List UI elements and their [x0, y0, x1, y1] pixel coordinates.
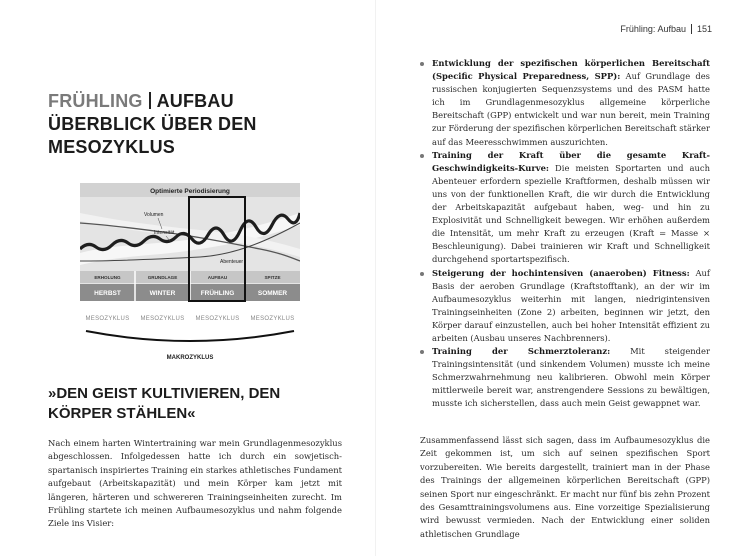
list-item-title: Steigerung der hochintensiven (anaeroben) Fitness:	[432, 267, 690, 278]
phase-label: ERHOLUNG	[94, 275, 121, 280]
macrocycle-label: MAKROZYKLUS	[166, 355, 214, 361]
page-gutter	[375, 0, 376, 556]
heading-season: FRÜHLING	[48, 91, 143, 111]
header-separator	[691, 24, 692, 34]
header-section-title: Frühling: Aufbau	[620, 24, 686, 34]
list-item-title: Training der Schmerztoleranz:	[432, 346, 611, 357]
left-body-paragraph: Nach einem harten Wintertraining war mein Grundlagenmesozyklus abgeschlossen. Infolgedessen hatte ich durch ein sowjetisch-spartanisch inspiriertes Training ein starkes athletisches Fundament aufgebaut (Arbeitskapazität) und mein Körper kam jetzt mit längeren, härteren und schwereren Trainingseinheiten zurecht. Im Frühling startete ich meinen Aufbaumesozyklus und nahm folgende Ziele ins Visier:	[48, 438, 342, 529]
running-header	[620, 24, 712, 34]
season-label: HERBST	[94, 290, 121, 297]
list-item	[420, 345, 710, 410]
label-intensitaet: Intensität	[154, 230, 175, 236]
list-item-text: Auf Basis der aeroben Grundlage (Kraftstofftank), an der wir im Aufbaumesozyklus weiterhin mit langen, niedrigintensiven Trainingseinheiten (Zone 2) arbeiten, beginnen wir jetzt, den Körper darauf einzustellen, auch bei hoher Intensität effizient zu arbeiten (Ausbau unseres Nachbrenners).	[432, 267, 710, 343]
phase-label: GRUNDLAGE	[147, 275, 178, 280]
label-volumen: Volumen	[144, 212, 164, 218]
list-item-text: Mit steigender Trainingsintensität (und sinkendem Volumen) musste ich meine Schmerzwahrnehmung neu kalibrieren. Obwohl mein Körper mittlerweile bereit war, anstrengendere Sessions zu bewältigen, musste ich sicherstellen, dass auch mein Geist gewappnet war.	[432, 346, 710, 409]
chapter-heading	[48, 90, 348, 159]
season-label: WINTER	[149, 290, 176, 297]
subheading-line-2: KÖRPER STÄHLEN«	[48, 405, 196, 422]
phase-label: AUFBAU	[207, 275, 228, 280]
goals-list	[420, 57, 710, 411]
diagram-title: Optimierte Periodisierung	[150, 188, 230, 195]
list-item-title: Training der Kraft über die gesamte Kraft-Geschwindigkeits-Kurve:	[432, 149, 710, 173]
right-body-paragraph: Zusammenfassend lässt sich sagen, dass im Aufbaumesozyklus die Zeit gekommen ist, um sich auf seinen spezifischen Sport vorzubereiten. Wie bereits dargestellt, trainiert man in der Phase des Trainings der allgemeinen körperlichen Bereitschaft (GPP) seinen Sport nur eingeschränkt. Er macht nur fünf bis zehn Prozent des Gesamttrainingsvolumens aus. Eine vorzeitige Spezialisierung wird bewusst vermieden. Nach der Entwicklung einer soliden athletischen Grundlage	[420, 435, 710, 539]
list-item-text: Auf Grundlage des russischen konjugierten Sequenzsystems und des PASM hatte ich im Grundlagenmesozyklus allgemeine körperliche Bereitschaft (GPP) entwickelt und war nun bereit, mein Training zur Förderung der spezifischen körperlichen Bereitschaft stärker auf das Meeresschwimmen auszurichten.	[432, 71, 710, 147]
macrocycle-arc	[86, 331, 294, 341]
heading-phase: AUFBAU	[156, 91, 234, 111]
heading-line-3: MESOZYKLUS	[48, 137, 176, 157]
phase-label: SPITZE	[264, 275, 281, 280]
heading-divider	[149, 92, 151, 109]
heading-line-2: ÜBERBLICK ÜBER DEN	[48, 114, 257, 134]
season-label: FRÜHLING	[200, 290, 235, 297]
list-item-title: Entwicklung der spezifischen körperlichen Bereitschaft (Specific Physical Preparedness, SPP):	[432, 58, 710, 82]
periodization-diagram	[80, 183, 300, 363]
cycle-label: MESOZYKLUS	[250, 316, 295, 322]
page-number: 151	[696, 24, 712, 34]
list-item	[420, 267, 710, 346]
cycle-label: MESOZYKLUS	[140, 316, 185, 322]
heading-line-1	[48, 90, 348, 113]
subheading-line-1: »DEN GEIST KULTIVIEREN, DEN	[48, 385, 281, 402]
list-item-text: Die meisten Sportarten und auch Abenteuer erfordern spezielle Kraftformen, deshalb müssen wir uns von der funktionellen Kraft, die wir durch die Entwicklung der Arbeitskapazität aufgebaut haben, weg- und hin zu Explosivität und Schnelligkeit bewegen. Wir erhöhen außerdem die Intensität, um mehr Kraft zu erzeugen (Kraft = Masse × Beschleunigung). Dabei trainieren wir Kraft und Schnelligkeit durchgehend sportartspezifisch.	[432, 162, 710, 265]
season-label: SOMMER	[257, 290, 288, 297]
section-subheading	[48, 384, 348, 424]
list-item	[420, 57, 710, 149]
cycle-label: MESOZYKLUS	[85, 316, 130, 322]
list-item	[420, 149, 710, 267]
label-abenteuer: Abenteuer	[220, 259, 244, 265]
cycle-label: MESOZYKLUS	[195, 316, 240, 322]
